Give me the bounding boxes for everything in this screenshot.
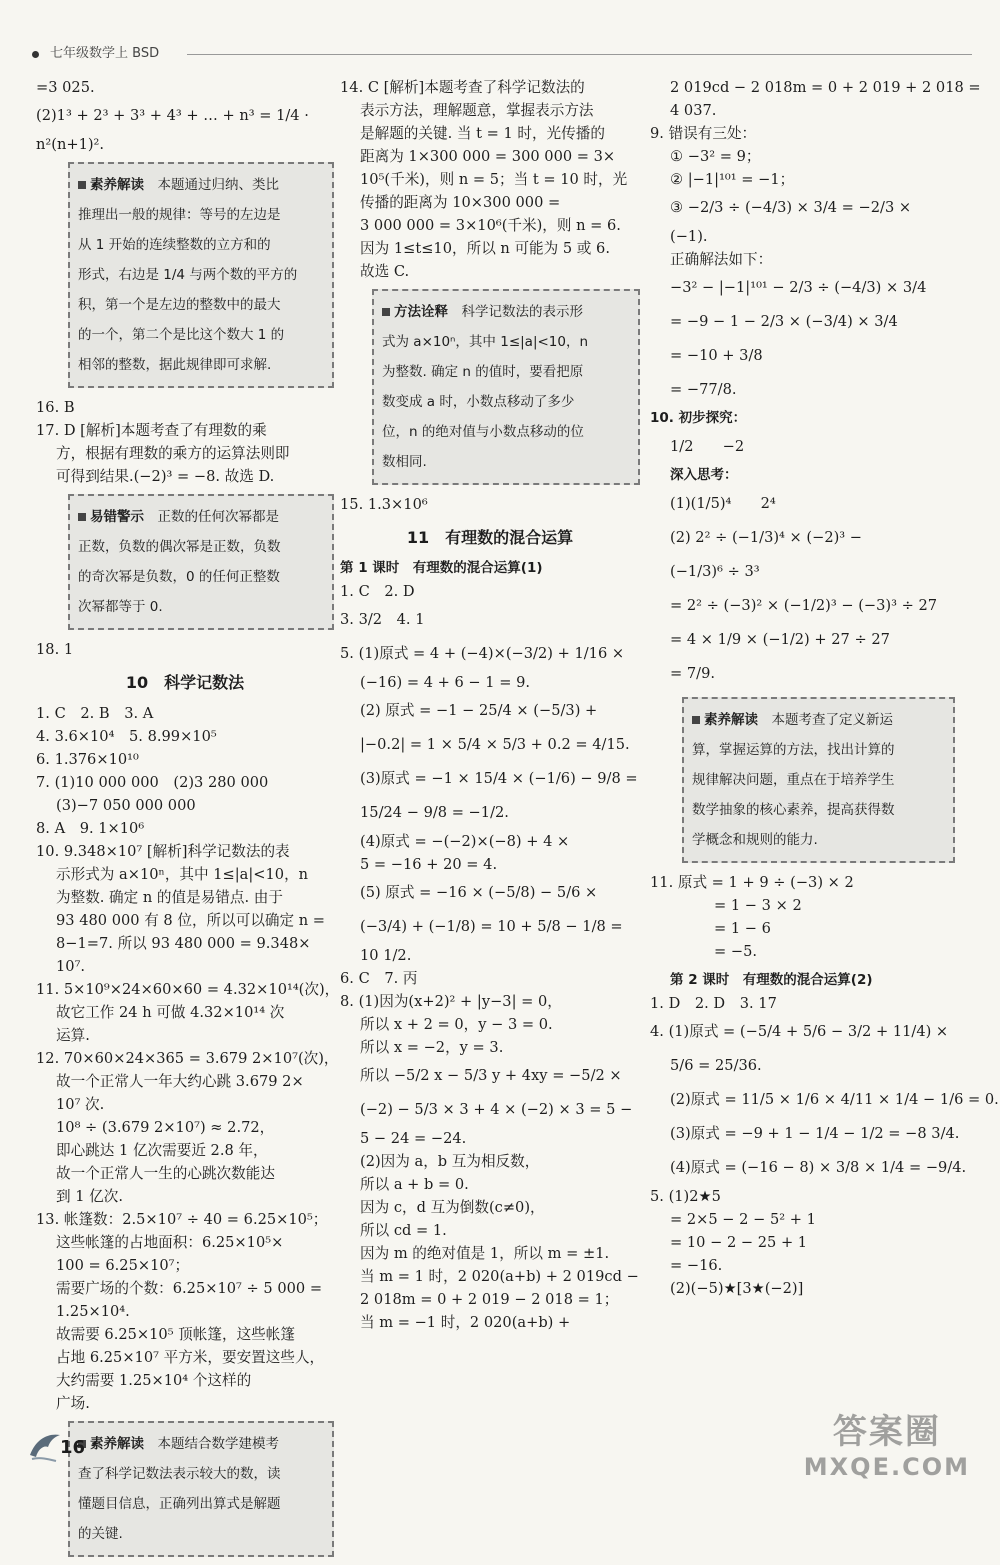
tip-line: 正数，负数的偶次幂是正数，负数 [78, 539, 281, 555]
answer-line: 10. 初步探究： [650, 410, 747, 426]
answer-line: 6. C 7. 丙 [340, 970, 418, 987]
answer-line: 13. 帐篷数：2.5×10⁷ ÷ 40 = 6.25×10⁵； [36, 1211, 328, 1228]
answer-line: 需要广场的个数：6.25×10⁷ ÷ 5 000 = [56, 1280, 323, 1297]
answer-line: 10⁸ ÷ (3.679 2×10⁷) ≈ 2.72， [56, 1119, 275, 1136]
answer-line: = −5. [714, 943, 758, 960]
tip-line: 的关键. [78, 1526, 123, 1542]
page-number: 16 [60, 1437, 86, 1458]
answer-line: (2) 原式 = −1 − 25/4 × (−5/3) + [360, 702, 598, 719]
tip-line: 规律解决问题，重点在于培养学生 [692, 772, 895, 788]
square-icon [78, 181, 86, 189]
answer-line: 故选 C. [360, 263, 410, 280]
tip-line: 次幂都等于 0. [78, 599, 163, 615]
answer-line: (−1). [670, 228, 708, 245]
answer-line: 5 − 24 = −24. [360, 1130, 467, 1147]
answer-line: = 7/9. [670, 665, 715, 682]
answer-line: ① −3² = 9； [670, 148, 761, 165]
answer-line: 故一个正常人一年大约心跳 3.679 2× [56, 1073, 304, 1090]
answer-line: (1)(1/5)⁴ 2⁴ [670, 495, 776, 512]
answer-line: 大约需要 1.25×10⁴ 个这样的 [56, 1372, 252, 1389]
answer-line: 4. (1)原式 = (−5/4 + 5/6 − 3/2 + 11/4) × [650, 1023, 949, 1040]
answer-line: (3)原式 = −1 × 15/4 × (−1/6) − 9/8 = [360, 770, 638, 787]
answer-line: 16. B [36, 399, 75, 416]
answer-line: (3)−7 050 000 000 [56, 797, 196, 814]
answer-line: 1/2 −2 [670, 438, 745, 455]
tip-line: 推理出一般的规律：等号的左边是 [78, 207, 281, 223]
answer-line: (2)原式 = 11/5 × 1/6 × 4/11 × 1/4 − 1/6 = 0. [670, 1091, 999, 1108]
tip-line: 式为 a×10ⁿ，其中 1≤|a|<10，n [382, 334, 589, 350]
tip-line: 正数的任何次幂都是 [157, 509, 279, 525]
answer-line: = −9 − 1 − 2/3 × (−3/4) × 3/4 [670, 313, 898, 330]
answer-line: (5) 原式 = −16 × (−5/8) − 5/6 × [360, 884, 598, 901]
answer-line: 因为 m 的绝对值是 1，所以 m = ±1. [360, 1245, 610, 1262]
answer-line: (4)原式 = −(−2)×(−8) + 4 × [360, 833, 570, 850]
answer-line: 5/6 = 25/36. [670, 1057, 762, 1074]
tip-line: 懂题目信息，正确列出算式是解题 [78, 1496, 281, 1512]
answer-line: n²(n+1)². [36, 136, 105, 153]
answer-line: 因为 c，d 互为倒数(c≠0)， [360, 1199, 545, 1216]
answer-line: 这些帐篷的占地面积：6.25×10⁵× [56, 1234, 284, 1251]
answer-line: 示形式为 a×10ⁿ，其中 1≤|a|<10，n [56, 866, 309, 883]
answer-line: 11. 原式 = 1 + 9 ÷ (−3) × 2 [650, 874, 854, 891]
tip-tag: 素养解读 [90, 177, 144, 193]
section-title: 11 有理数的混合运算 [406, 528, 574, 547]
answer-line: = −77/8. [670, 381, 737, 398]
answer-line: 10⁷ 次. [56, 1096, 105, 1113]
lesson-title: 第 1 课时 有理数的混合运算(1) [340, 560, 543, 576]
answer-line: 方，根据有理数的乘方的运算法则即 [56, 445, 290, 462]
answer-line: 14. C [解析]本题考查了科学记数法的 [340, 79, 585, 96]
answer-line: 所以 x + 2 = 0，y − 3 = 0. [360, 1016, 553, 1033]
answer-line: 1.25×10⁴. [56, 1303, 130, 1320]
answer-line: 故它工作 24 h 可做 4.32×10¹⁴ 次 [56, 1004, 285, 1021]
answer-line: =3 025. [36, 79, 95, 96]
answer-line: = −10 + 3/8 [670, 347, 763, 364]
tip-line: 数相同. [382, 454, 427, 470]
tip-box-method [372, 289, 640, 485]
watermark-url: MXQE.COM [803, 1453, 970, 1481]
tip-box-literacy-2 [68, 1421, 334, 1557]
answer-line: 8. (1)因为(x+2)² + |y−3| = 0， [340, 993, 562, 1010]
tip-line: 为整数. 确定 n 的值时，要看把原 [382, 364, 584, 380]
answer-line: (2)1³ + 2³ + 3³ + 4³ + … + n³ = 1/4 · [36, 107, 309, 124]
answer-line: 5. (1)原式 = 4 + (−4)×(−3/2) + 1/16 × [340, 645, 625, 662]
answer-line: 所以 a + b = 0. [360, 1176, 469, 1193]
column-2 [340, 76, 640, 1334]
answer-line: = 10 − 2 − 25 + 1 [670, 1234, 808, 1251]
tip-line: 科学记数法的表示形 [461, 304, 583, 320]
answer-line: 8−1=7. 所以 93 480 000 = 9.348× [56, 935, 311, 952]
tip-line: 本题考查了定义新运 [771, 712, 893, 728]
answer-line: 4 037. [670, 102, 717, 119]
answer-line: 广场. [56, 1395, 90, 1412]
answer-line: 11. 5×10⁹×24×60×60 = 4.32×10¹⁴(次)， [36, 981, 340, 998]
answer-line: 10⁷. [56, 958, 86, 975]
square-icon [692, 716, 700, 724]
answer-line: 所以 x = −2，y = 3. [360, 1039, 504, 1056]
tip-line: 学概念和规则的能力. [692, 832, 818, 848]
answer-line: (−16) = 4 + 6 − 1 = 9. [360, 674, 530, 691]
answer-line: 17. D [解析]本题考查了有理数的乘 [36, 422, 267, 439]
answer-line: 为整数. 确定 n 的值是易错点. 由于 [56, 889, 283, 906]
answer-line: (−3/4) + (−1/8) = 10 + 5/8 − 1/8 = [360, 918, 623, 935]
answer-line: (2)(−5)★[3★(−2)] [670, 1280, 804, 1297]
answer-line: (4)原式 = (−16 − 8) × 3/8 × 1/4 = −9/4. [670, 1159, 967, 1176]
answer-line: 2 018m = 0 + 2 019 − 2 018 = 1； [360, 1291, 619, 1308]
answer-line: 占地 6.25×10⁷ 平方米，要安置这些人， [56, 1349, 325, 1366]
answer-line: 4. 3.6×10⁴ 5. 8.99×10⁵ [36, 728, 217, 745]
section-title: 10 科学记数法 [125, 673, 245, 692]
tip-tag: 素养解读 [704, 712, 758, 728]
answer-line: = 1 − 6 [714, 920, 771, 937]
answer-line: = −16. [670, 1257, 723, 1274]
square-icon [78, 513, 86, 521]
tip-line: 相邻的整数，据此规律即可求解. [78, 357, 272, 373]
tip-tag: 易错警示 [90, 509, 144, 525]
book-title: 七年级数学上 BSD [50, 46, 160, 61]
answer-line: 当 m = −1 时，2 020(a+b) + [360, 1314, 571, 1331]
answer-line: 是解题的关键. 当 t = 1 时，光传播的 [360, 125, 605, 142]
tip-tag: 方法诠释 [394, 304, 448, 320]
answer-line: 表示方法，理解题意，掌握表示方法 [360, 102, 594, 119]
tip-line: 从 1 开始的连续整数的立方和的 [78, 237, 271, 253]
answer-line: 10 1/2. [360, 947, 412, 964]
answer-line: 深入思考： [670, 467, 738, 483]
watermark [804, 1404, 970, 1481]
answer-line: (3)原式 = −9 + 1 − 1/4 − 1/2 = −8 3/4. [670, 1125, 960, 1142]
answer-line: 3. 3/2 4. 1 [340, 611, 425, 628]
answer-line: 1. C 2. B 3. A [36, 705, 154, 722]
answer-line: 故一个正常人一生的心跳次数能达 [56, 1165, 275, 1182]
tip-line: 查了科学记数法表示较大的数，读 [78, 1466, 281, 1482]
answer-line: 15. 1.3×10⁶ [340, 496, 428, 513]
page-header [32, 42, 972, 66]
answer-line: (−1/3)⁶ ÷ 3³ [670, 563, 760, 580]
answer-line: 10⁵(千米)，则 n = 5；当 t = 10 时，光 [360, 171, 628, 188]
answer-line: 5 = −16 + 20 = 4. [360, 856, 498, 873]
answer-line: 故需要 6.25×10⁵ 顶帐篷，这些帐篷 [56, 1326, 295, 1343]
answer-line: 6. 1.376×10¹⁰ [36, 751, 139, 768]
answer-line: 1. C 2. D [340, 583, 415, 600]
tip-line: 的一个，第二个是比这个数大 1 的 [78, 327, 285, 343]
answer-line: |−0.2| = 1 × 5/4 × 5/3 + 0.2 = 4/15. [360, 736, 630, 753]
answer-line: 10. 9.348×10⁷ [解析]科学记数法的表 [36, 843, 290, 860]
answer-line: 8. A 9. 1×10⁶ [36, 820, 145, 837]
tip-line: 本题结合数学建模考 [157, 1436, 279, 1452]
bullet-icon [32, 51, 39, 58]
column-1 [36, 76, 340, 1565]
answer-line: = 2² ÷ (−3)² × (−1/2)³ − (−3)³ ÷ 27 [670, 597, 938, 614]
tip-line: 的奇次幂是负数，0 的任何正整数 [78, 569, 280, 585]
tip-line: 本题通过归纳、类比 [157, 177, 279, 193]
answer-line: 7. (1)10 000 000 (2)3 280 000 [36, 774, 269, 791]
answer-line: 18. 1 [36, 641, 74, 658]
answer-line: 当 m = 1 时，2 020(a+b) + 2 019cd − [360, 1268, 639, 1285]
answer-line: 到 1 亿次. [56, 1188, 123, 1205]
answer-line: 即心跳达 1 亿次需要近 2.8 年， [56, 1142, 268, 1159]
answer-line: 5. (1)2★5 [650, 1188, 721, 1205]
column-3 [650, 76, 999, 1300]
answer-line: −3² − |−1|¹⁰¹ − 2/3 ÷ (−4/3) × 3/4 [670, 279, 927, 296]
answer-line: (−2) − 5/3 × 3 + 4 × (−2) × 3 = 5 − [360, 1101, 633, 1118]
answer-line: 所以 cd = 1. [360, 1222, 447, 1239]
answer-line: 距离为 1×300 000 = 300 000 = 3× [360, 148, 616, 165]
answer-line: 1. D 2. D 3. 17 [650, 995, 777, 1012]
answer-line: 100 = 6.25×10⁷； [56, 1257, 190, 1274]
answer-line: 9. 错误有三处： [650, 125, 757, 142]
answer-line: 15/24 − 9/8 = −1/2. [360, 804, 509, 821]
answer-line: ③ −2/3 ÷ (−4/3) × 3/4 = −2/3 × [670, 199, 912, 216]
answer-line: 因为 1≤t≤10，所以 n 可能为 5 或 6. [360, 240, 610, 257]
tip-box-warning [68, 494, 334, 630]
tip-line: 算，掌握运算的方法，找出计算的 [692, 742, 895, 758]
answer-line: 12. 70×60×24×365 = 3.679 2×10⁷(次)， [36, 1050, 339, 1067]
answer-line: 正确解法如下： [670, 251, 773, 268]
answer-line: 93 480 000 有 8 位，所以可以确定 n = [56, 912, 326, 929]
tip-box-literacy-3 [682, 697, 955, 863]
watermark-title: 答案圈 [832, 1412, 941, 1452]
answer-line: = 2×5 − 2 − 5² + 1 [670, 1211, 816, 1228]
answer-line: (2)因为 a，b 互为相反数， [360, 1153, 540, 1170]
answer-line: 运算. [56, 1027, 90, 1044]
answer-line: = 1 − 3 × 2 [714, 897, 802, 914]
tip-line: 积，第一个是左边的整数中的最大 [78, 297, 281, 313]
answer-line: 2 019cd − 2 018m = 0 + 2 019 + 2 018 = [670, 79, 981, 96]
answer-line: (2) 2² ÷ (−1/3)⁴ × (−2)³ − [670, 529, 863, 546]
answer-line: 传播的距离为 10×300 000 = [360, 194, 561, 211]
tip-line: 形式，右边是 1/4 与两个数的平方的 [78, 267, 298, 283]
header-rule [187, 54, 972, 55]
tip-line: 数学抽象的核心素养，提高获得数 [692, 802, 895, 818]
tip-tag: 素养解读 [90, 1436, 144, 1452]
answer-line: 3 000 000 = 3×10⁶(千米)，则 n = 6. [360, 217, 621, 234]
answer-line: ② |−1|¹⁰¹ = −1； [670, 171, 795, 188]
answer-line: 所以 −5/2 x − 5/3 y + 4xy = −5/2 × [360, 1067, 622, 1084]
square-icon [382, 308, 390, 316]
tip-box-literacy [68, 162, 334, 388]
answer-line: 可得到结果.(−2)³ = −8. 故选 D. [56, 468, 275, 485]
tip-line: 数变成 a 时，小数点移动了多少 [382, 394, 575, 410]
lesson-title: 第 2 课时 有理数的混合运算(2) [670, 972, 873, 988]
tip-line: 位，n 的绝对值与小数点移动的位 [382, 424, 584, 440]
answer-line: = 4 × 1/9 × (−1/2) + 27 ÷ 27 [670, 631, 890, 648]
